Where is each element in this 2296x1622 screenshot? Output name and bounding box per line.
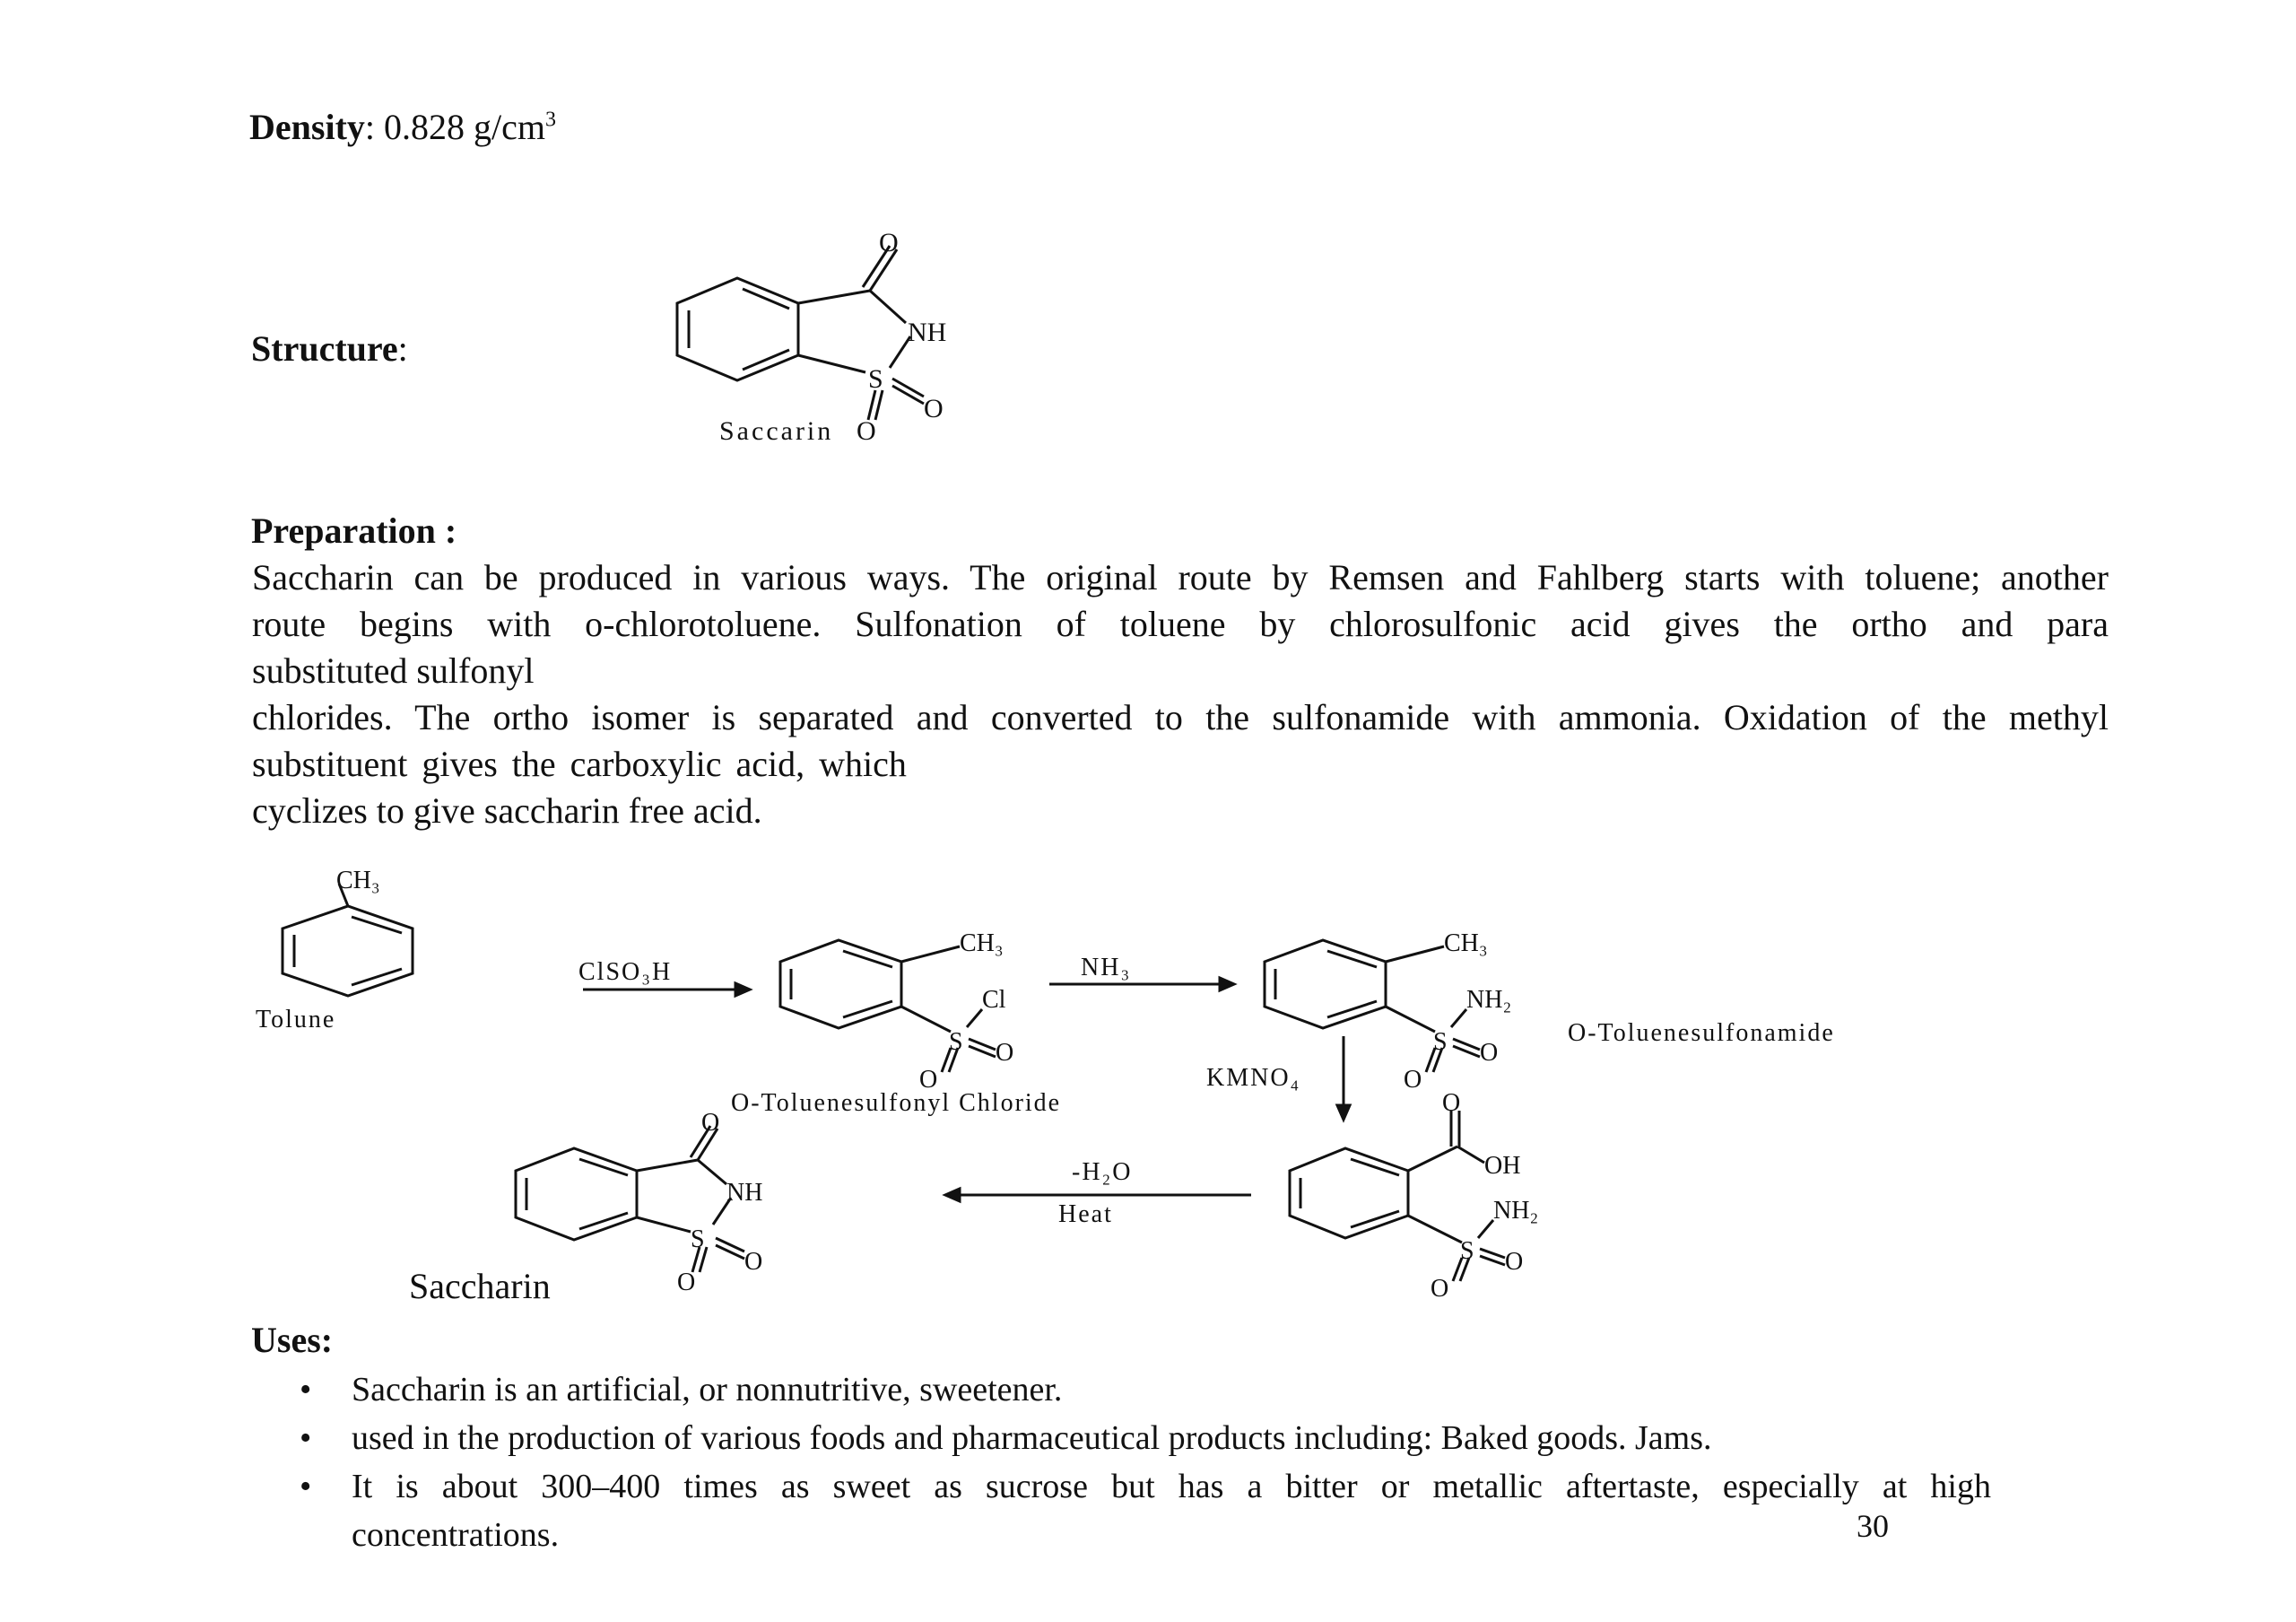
reagent-clso3h: ClSO₃H: [578, 958, 673, 986]
chloride-cl: Cl: [982, 986, 1006, 1014]
acid-o-bottom: O: [1431, 1275, 1449, 1303]
density-exponent: 3: [544, 108, 556, 132]
acid-oh: OH: [1484, 1152, 1521, 1180]
acid-carbonyl-o: O: [1442, 1089, 1461, 1117]
structure-label: Structure: [251, 328, 398, 369]
saccharin-product-molecule: [516, 1109, 762, 1296]
acid-s: S: [1460, 1237, 1474, 1265]
chloride-ch3: CH₃: [960, 929, 1004, 957]
uses-item-3-line-2: concentrations.: [352, 1516, 560, 1554]
toluene-ch3: CH₃: [336, 867, 380, 894]
reagent-kmno4: KMNO₄: [1206, 1064, 1301, 1092]
sulfonyl-oxygen-lower: O: [857, 416, 876, 446]
sulfonamide-ch3: CH₃: [1444, 929, 1488, 957]
preparation-heading: Preparation :: [251, 510, 457, 551]
page-number: 30: [1857, 1508, 1889, 1544]
toluenesulfonyl-chloride-molecule: [731, 929, 1061, 1117]
acid-o-right: O: [1505, 1248, 1524, 1276]
saccarin-caption: Saccarin: [719, 416, 834, 446]
sulfonamide-nh2: NH₂: [1466, 986, 1512, 1014]
benzene-ring: [677, 278, 798, 380]
chloride-label: O-Toluenesulfonyl Chloride: [731, 1089, 1062, 1117]
reagent-nh3: NH₃: [1081, 954, 1132, 981]
sulfonamide-s: S: [1433, 1028, 1448, 1056]
preparation-line-3: substituted sulfonyl: [252, 650, 535, 691]
reagent-h2o: -H₂O: [1072, 1158, 1133, 1186]
uses-item-2-text: used in the production of various foods and pharmaceutical products including: Baked goods. Jams.: [352, 1419, 1712, 1457]
saccharin-product-label: Saccharin: [409, 1266, 551, 1306]
product-o-right: O: [744, 1248, 763, 1276]
preparation-line-4: chlorides. The ortho isomer is separated and converted to the sulfonamide with ammonia. Oxidation of the methyl: [252, 697, 2109, 737]
nh-group: NH: [908, 318, 947, 347]
carboxylic-acid-molecule: [1290, 1089, 1538, 1303]
product-s: S: [691, 1225, 705, 1253]
density-value: : 0.828 g/cm: [364, 107, 545, 147]
uses-item-3: [287, 1462, 1991, 1559]
structure-line: [251, 327, 408, 370]
sulfonamide-o-right: O: [1480, 1039, 1499, 1067]
preparation-line-2: route begins with o-chlorotoluene. Sulfonation of toluene by chlorosulfonic acid gives the ortho and para: [252, 604, 2109, 644]
toluene-molecule: [256, 867, 413, 1033]
density-label: Density: [249, 107, 365, 147]
product-o-bottom: O: [677, 1269, 696, 1296]
uses-heading: Uses:: [251, 1320, 334, 1360]
uses-item-2: [287, 1414, 1991, 1462]
chloride-o-bottom: O: [919, 1066, 938, 1094]
uses-item-1-text: Saccharin is an artificial, or nonnutritive, sweetener.: [352, 1371, 1063, 1408]
uses-item-1: [287, 1365, 1991, 1414]
carbonyl-oxygen: O: [879, 228, 899, 257]
acid-nh2: NH₂: [1493, 1197, 1539, 1225]
sulfonamide-o-bottom: O: [1404, 1066, 1422, 1094]
preparation-line-6: cyclizes to give saccharin free acid.: [252, 790, 762, 831]
sulfonyl-oxygen: O: [924, 394, 944, 423]
bullet-icon: •: [300, 1371, 312, 1408]
chloride-s: S: [949, 1028, 963, 1056]
toluenesulfonamide-molecule: [1265, 929, 1835, 1094]
density-line: [249, 106, 556, 148]
uses-item-3-line-1: It is about 300–400 times as sweet as sucrose but has a bitter or metallic aftertaste, especially at high: [352, 1468, 1991, 1505]
sulfur-atom: S: [868, 364, 883, 394]
synthesis-scheme-diagram: [242, 861, 2036, 1310]
bullet-icon: •: [300, 1419, 312, 1457]
product-carbonyl-o: O: [701, 1109, 720, 1137]
toluene-label: Tolune: [256, 1006, 336, 1033]
saccharin-structure-diagram: [664, 224, 1076, 458]
chloride-o-right: O: [996, 1039, 1014, 1067]
reagent-heat: Heat: [1058, 1200, 1113, 1228]
preparation-line-5: substituent gives the carboxylic acid, which: [252, 744, 907, 784]
product-nh: NH: [726, 1179, 763, 1207]
sulfonamide-label: O-Toluenesulfonamide: [1568, 1019, 1835, 1047]
bullet-icon: •: [300, 1468, 312, 1505]
uses-list: [287, 1365, 1991, 1559]
preparation-line-1: Saccharin can be produced in various ways. The original route by Remsen and Fahlberg starts with toluene; another: [252, 557, 2109, 597]
structure-colon: :: [397, 328, 408, 369]
